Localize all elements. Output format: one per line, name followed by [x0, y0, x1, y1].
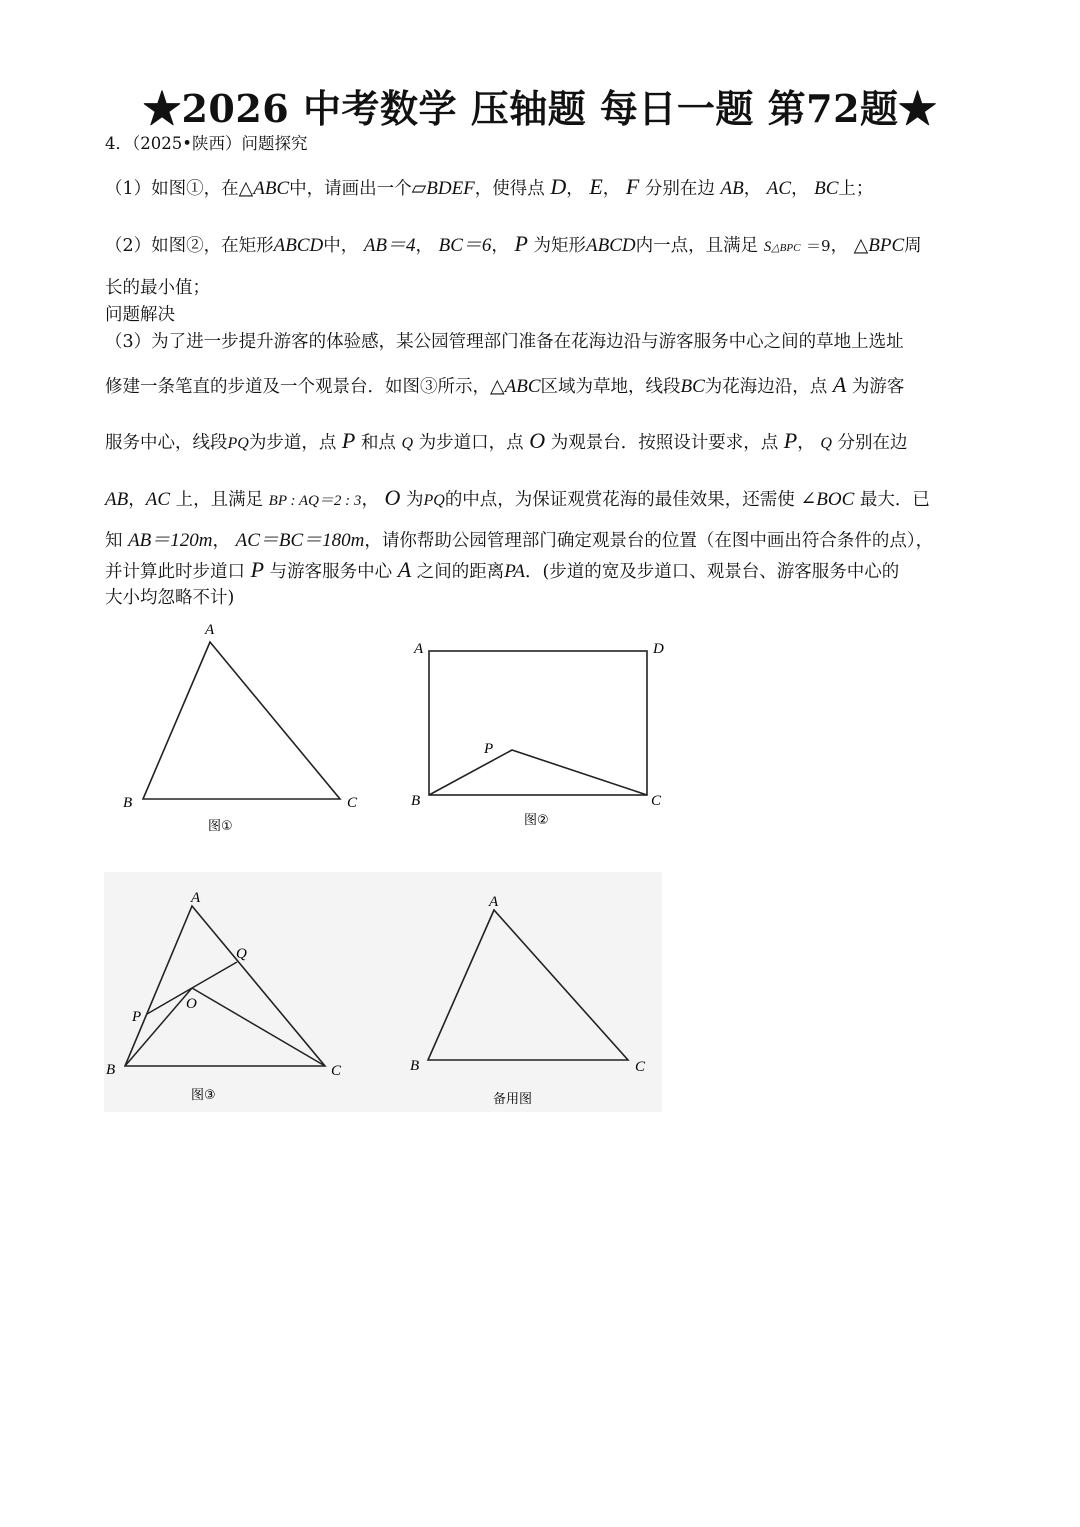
- figure-1-triangle: [143, 642, 340, 799]
- figure-2: [411, 641, 664, 828]
- figure-2-label-d: D: [653, 641, 664, 657]
- figure-4-label-b: B: [410, 1058, 420, 1074]
- part2-text: （2）如图②，在矩形ABCD中， AB＝4， BC＝6， P 为矩形ABCD内一点，且满足 S△BPC ＝9， △BPC周: [105, 231, 922, 256]
- part3-line5: 知 AB＝120m， AC＝BC＝180m，请你帮助公园管理部门确定观景台的位置（在图中画出符合条件的点），: [105, 530, 934, 551]
- figure-3-label-o: O: [186, 996, 197, 1012]
- figure-2-caption: 图②: [524, 813, 549, 828]
- figure-2-label-b: B: [411, 793, 421, 809]
- figure-2-path-bpc: [429, 750, 647, 795]
- figure-3-label-q: Q: [236, 946, 247, 962]
- part3-line1: （3）为了进一步提升游客的体验感，某公园管理部门准备在花海边沿与游客服务中心之间的草地上选址: [105, 332, 904, 352]
- problem-header: 4．（2025•陕西）问题探究: [105, 134, 308, 153]
- figure-3-label-b: B: [106, 1062, 116, 1078]
- figure-2-label-a: A: [414, 641, 424, 657]
- figure-1-label-a: A: [205, 622, 215, 638]
- figure-3-label-c: C: [331, 1063, 342, 1079]
- figure-2-rectangle: [429, 651, 647, 795]
- figure-2-label-c: C: [651, 793, 662, 809]
- figure-3-label-p: P: [132, 1009, 142, 1025]
- part3-line2: 修建一条笔直的步道及一个观景台．如图③所示，△ABC区域为草地，线段BC为花海边沿，点 A 为游客: [105, 372, 905, 397]
- part3-line4: AB，AC 上，且满足 BP : AQ＝2 : 3， O 为PQ的中点，为保证观赏花海的最佳效果，还需使 ∠BOC 最大．已: [105, 485, 930, 510]
- figure-4-label-c: C: [635, 1059, 646, 1075]
- figure-1-label-c: C: [347, 795, 358, 811]
- figure-3-caption: 图③: [191, 1088, 216, 1103]
- figure-2-label-p: P: [484, 741, 494, 757]
- part3-line6: 并计算此时步道口 P 与游客服务中心 A 之间的距离PA．(步道的宽及步道口、观景台、游客服务中心的: [105, 557, 900, 582]
- part3-line3: 服务中心，线段PQ为步道，点 P 和点 Q 为步道口，点 O 为观景台．按照设计要求，点 P， Q 分别在边: [105, 428, 908, 453]
- section-heading: 问题解决: [105, 305, 175, 325]
- part3-line7: 大小均忽略不计): [105, 588, 235, 608]
- part1-text: （1）如图①，在△ABC中，请画出一个▱BDEF，使得点 D， E， F 分别在边 AB， AC， BC上；: [105, 174, 874, 199]
- page-title: ★2026 中考数学 压轴题 每日一题 第72题★: [142, 86, 938, 131]
- figure-3-label-a: A: [191, 890, 201, 906]
- figure-1-label-b: B: [123, 795, 133, 811]
- part2-text-line2: 长的最小值；: [105, 278, 210, 298]
- figure-1: [123, 622, 358, 834]
- figure-4-label-a: A: [489, 894, 499, 910]
- figure-4-caption: 备用图: [493, 1092, 533, 1107]
- figure-1-caption: 图①: [208, 819, 233, 834]
